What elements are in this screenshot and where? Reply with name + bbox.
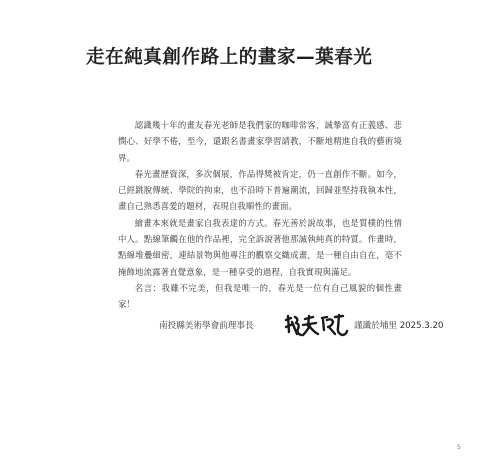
handwritten-signature [283,314,349,338]
body-text [118,117,402,313]
author-title: 南投縣美術學會前理事長 [159,321,254,331]
paragraph: 繪畫本來就是畫家自我表達的方式。春光善於說故事，也是質樸的性情中人。點線筆觸在他的作品裡，完全訴說著他那誠執純真的特質。作畫時，點線堆疊細密，連結景物與他專注的觀察交織成畫，是一種自由自在，毫不掩飾地流露著直覺意象，是一種享受的過程，自我實現與滿足。 [118,217,402,277]
paragraph: 春光畫歷資深，多次個展，作品得獎被肯定，仍一直創作不斷。如今，已經跳脫傳統、學院的拘束，也不沿時下普遍潮流，回歸並堅持我執本性，畫自己熟悉喜愛的題材，表現自我順性的畫面。 [118,168,402,212]
signature-block [156,314,446,338]
paragraph: 認識幾十年的畫友春光老師是我們家的咖啡常客，誠摯富有正義感、悲憫心、好學不倦，至今，還跟名書畫家學習請教，不斷地精進自我的藝術境界。 [118,120,402,163]
page-title: 走在純真創作路上的畫家—葉春光 [86,47,373,68]
paragraph: 名言：我雖不完美，但我是唯一的，春光是一位有自己風貌的個性畫家！ [118,282,402,310]
signature-note: 謹識於埔里 2025.3.20 [354,321,444,331]
page-number: 5 [457,444,461,451]
